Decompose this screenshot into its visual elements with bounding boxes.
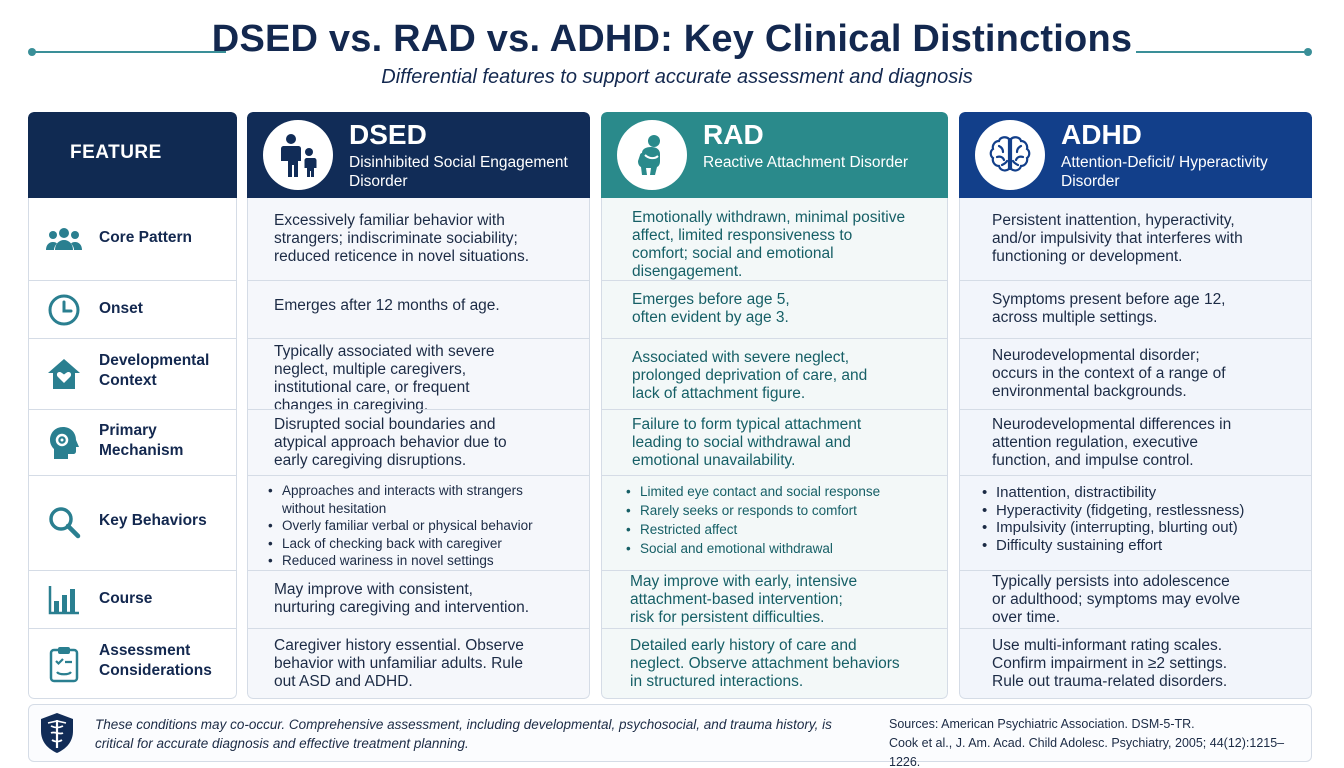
dsed-full-name: Disinhibited Social Engagement Disorder xyxy=(349,154,568,190)
adhd-course: Typically persists into adolescence or adulthood; symptoms may evolve over time. xyxy=(992,573,1241,626)
dsed-onset: Emerges after 12 months of age. xyxy=(274,297,500,314)
list-item: • Limited eye contact and social response xyxy=(626,482,916,501)
feature-row-core-pattern xyxy=(29,198,236,280)
adhd-assessment-cell xyxy=(960,628,1311,699)
dsed-column-body xyxy=(247,198,590,699)
rad-full-name: Reactive Attachment Disorder xyxy=(703,154,909,171)
adhd-primary-mechanism: Neurodevelopmental differences in attention regulation, executive function, and impulse control. xyxy=(992,416,1232,469)
rad-key-behaviors-list xyxy=(626,482,916,558)
dsed-abbr: DSED xyxy=(349,119,427,150)
feature-label-course: Course xyxy=(99,590,153,607)
adhd-full-name: Attention-Deficit/ Hyperactivity Disorder xyxy=(1061,154,1268,190)
adhd-column-header xyxy=(959,112,1312,198)
list-item: • Social and emotional withdrawal xyxy=(626,539,916,558)
adhd-onset: Symptoms present before age 12, across multiple settings. xyxy=(992,291,1226,326)
footer-note-box xyxy=(28,704,1312,768)
list-item: • Lack of checking back with caregiver xyxy=(268,535,558,553)
rad-assessment-cell xyxy=(602,628,947,699)
list-item: • Restricted affect xyxy=(626,520,916,539)
feature-label-developmental-context: Developmental Context xyxy=(99,352,210,389)
feature-row-assessment xyxy=(29,628,236,699)
feature-header-label: FEATURE xyxy=(70,142,162,163)
rad-column-body xyxy=(601,198,948,699)
page-subtitle: Differential features to support accurate assessment and diagnosis xyxy=(381,66,973,88)
rad-course-cell xyxy=(602,570,947,628)
dsed-course: May improve with consistent, nurturing caregiving and intervention. xyxy=(274,581,530,616)
rad-primary-mechanism-cell xyxy=(602,409,947,475)
source-line-1: Sources: American Psychiatric Association. DSM-5-TR. xyxy=(889,717,1195,731)
dsed-assessment: Caregiver history essential. Observe behavior with unfamiliar adults. Rule out ASD and ADHD. xyxy=(274,637,524,690)
house-heart-icon xyxy=(45,355,83,393)
clipboard-check-icon xyxy=(45,645,83,683)
rad-primary-mechanism: Failure to form typical attachment leading to social withdrawal and emotional unavailability. xyxy=(632,416,862,469)
list-item: • Rarely seeks or responds to comfort xyxy=(626,501,916,520)
list-item: • Overly familiar verbal or physical behavior xyxy=(268,517,558,535)
brain-icon xyxy=(975,120,1045,190)
list-item: • Approaches and interacts with strangers without hesitation xyxy=(268,482,558,517)
list-item: • Reduced wariness in novel settings xyxy=(268,552,558,570)
dsed-assessment-cell xyxy=(248,628,589,699)
medical-shield-icon xyxy=(37,711,77,760)
clock-icon xyxy=(45,291,83,329)
feature-row-course xyxy=(29,570,236,628)
rad-onset: Emerges before age 5, often evident by age 3. xyxy=(632,291,790,326)
adhd-abbr: ADHD xyxy=(1061,119,1142,150)
list-item: • Hyperactivity (fidgeting, restlessness) xyxy=(982,502,1302,520)
adult-child-icon xyxy=(263,120,333,190)
dsed-column xyxy=(247,112,590,699)
adhd-onset-cell xyxy=(960,280,1311,338)
adhd-developmental-context: Neurodevelopmental disorder; occurs in the context of a range of environmental backgrounds. xyxy=(992,347,1226,400)
bar-chart-icon xyxy=(45,581,83,619)
head-gears-icon xyxy=(45,424,83,462)
dsed-core-pattern-cell xyxy=(248,198,589,280)
rad-developmental-context-cell xyxy=(602,338,947,409)
adhd-key-behaviors-cell xyxy=(960,475,1311,570)
feature-label-core-pattern: Core Pattern xyxy=(99,229,193,246)
feature-label-key-behaviors: Key Behaviors xyxy=(99,512,207,529)
dsed-developmental-context: Typically associated with severe neglect, multiple caregivers, institutional care, or frequent changes in caregiving. xyxy=(274,343,495,414)
adhd-assessment: Use multi-informant rating scales. Confirm impairment in ≥2 settings. Rule out trauma-related disorders. xyxy=(992,637,1228,690)
rad-developmental-context: Associated with severe neglect, prolonged deprivation of care, and lack of attachment figure. xyxy=(632,349,868,402)
adhd-course-cell xyxy=(960,570,1311,628)
rad-core-pattern-cell xyxy=(602,198,947,280)
dsed-key-behaviors-list xyxy=(268,482,558,570)
feature-label-primary-mechanism: Primary Mechanism xyxy=(99,422,184,459)
feature-row-onset xyxy=(29,280,236,338)
list-item: • Difficulty sustaining effort xyxy=(982,537,1302,555)
list-item: • Impulsivity (interrupting, blurting out) xyxy=(982,519,1302,537)
feature-row-primary-mechanism xyxy=(29,409,236,475)
rad-course: May improve with early, intensive attachment-based intervention; risk for persistent difficulties. xyxy=(630,573,858,626)
rad-column xyxy=(601,112,948,699)
feature-row-developmental-context xyxy=(29,338,236,409)
adhd-core-pattern: Persistent inattention, hyperactivity, and/or impulsivity that interferes with functioning or development. xyxy=(992,212,1243,265)
feature-row-key-behaviors xyxy=(29,475,236,570)
adhd-column xyxy=(959,112,1312,699)
adhd-column-body xyxy=(959,198,1312,699)
feature-column-body xyxy=(28,198,237,699)
rad-onset-cell xyxy=(602,280,947,338)
adhd-core-pattern-cell xyxy=(960,198,1311,280)
magnifier-icon xyxy=(45,503,83,541)
list-item: • Inattention, distractibility xyxy=(982,484,1302,502)
dsed-primary-mechanism-cell xyxy=(248,409,589,475)
rad-assessment: Detailed early history of care and neglect. Observe attachment behaviors in structured interactions. xyxy=(630,637,900,690)
dsed-course-cell xyxy=(248,570,589,628)
dsed-core-pattern: Excessively familiar behavior with strangers; indiscriminate sociability; reduced reticence in novel situations. xyxy=(274,212,530,265)
rad-column-header xyxy=(601,112,948,198)
rad-key-behaviors-cell xyxy=(602,475,947,570)
adhd-key-behaviors-list xyxy=(982,484,1302,554)
withdrawn-child-icon xyxy=(617,120,687,190)
rad-abbr: RAD xyxy=(703,119,764,150)
feature-label-onset: Onset xyxy=(99,300,143,317)
feature-column-header xyxy=(28,112,237,198)
dsed-developmental-context-cell xyxy=(248,338,589,414)
feature-label-assessment: Assessment Considerations xyxy=(99,642,212,679)
people-group-icon xyxy=(45,220,83,258)
dsed-primary-mechanism: Disrupted social boundaries and atypical approach behavior due to early caregiving disruptions. xyxy=(274,416,507,469)
adhd-developmental-context-cell xyxy=(960,338,1311,409)
source-line-2: Cook et al., J. Am. Acad. Child Adolesc. Psychiatry, 2005; 44(12):1215–1226. xyxy=(889,736,1285,768)
dsed-column-header xyxy=(247,112,590,198)
footer-sources xyxy=(889,715,1309,768)
footer-note: These conditions may co-occur. Comprehensive assessment, including developmental, psychosocial, and trauma history, is critical for accurate diagnosis and effective treatment planning. xyxy=(95,717,832,751)
adhd-primary-mechanism-cell xyxy=(960,409,1311,475)
feature-column xyxy=(28,112,237,699)
dsed-onset-cell xyxy=(248,280,589,338)
dsed-key-behaviors-cell xyxy=(248,475,589,570)
page-title: DSED vs. RAD vs. ADHD: Key Clinical Distinctions xyxy=(211,18,1133,60)
rad-core-pattern: Emotionally withdrawn, minimal positive affect, limited responsiveness to comfort; social and emotional disengagement. xyxy=(632,209,906,280)
